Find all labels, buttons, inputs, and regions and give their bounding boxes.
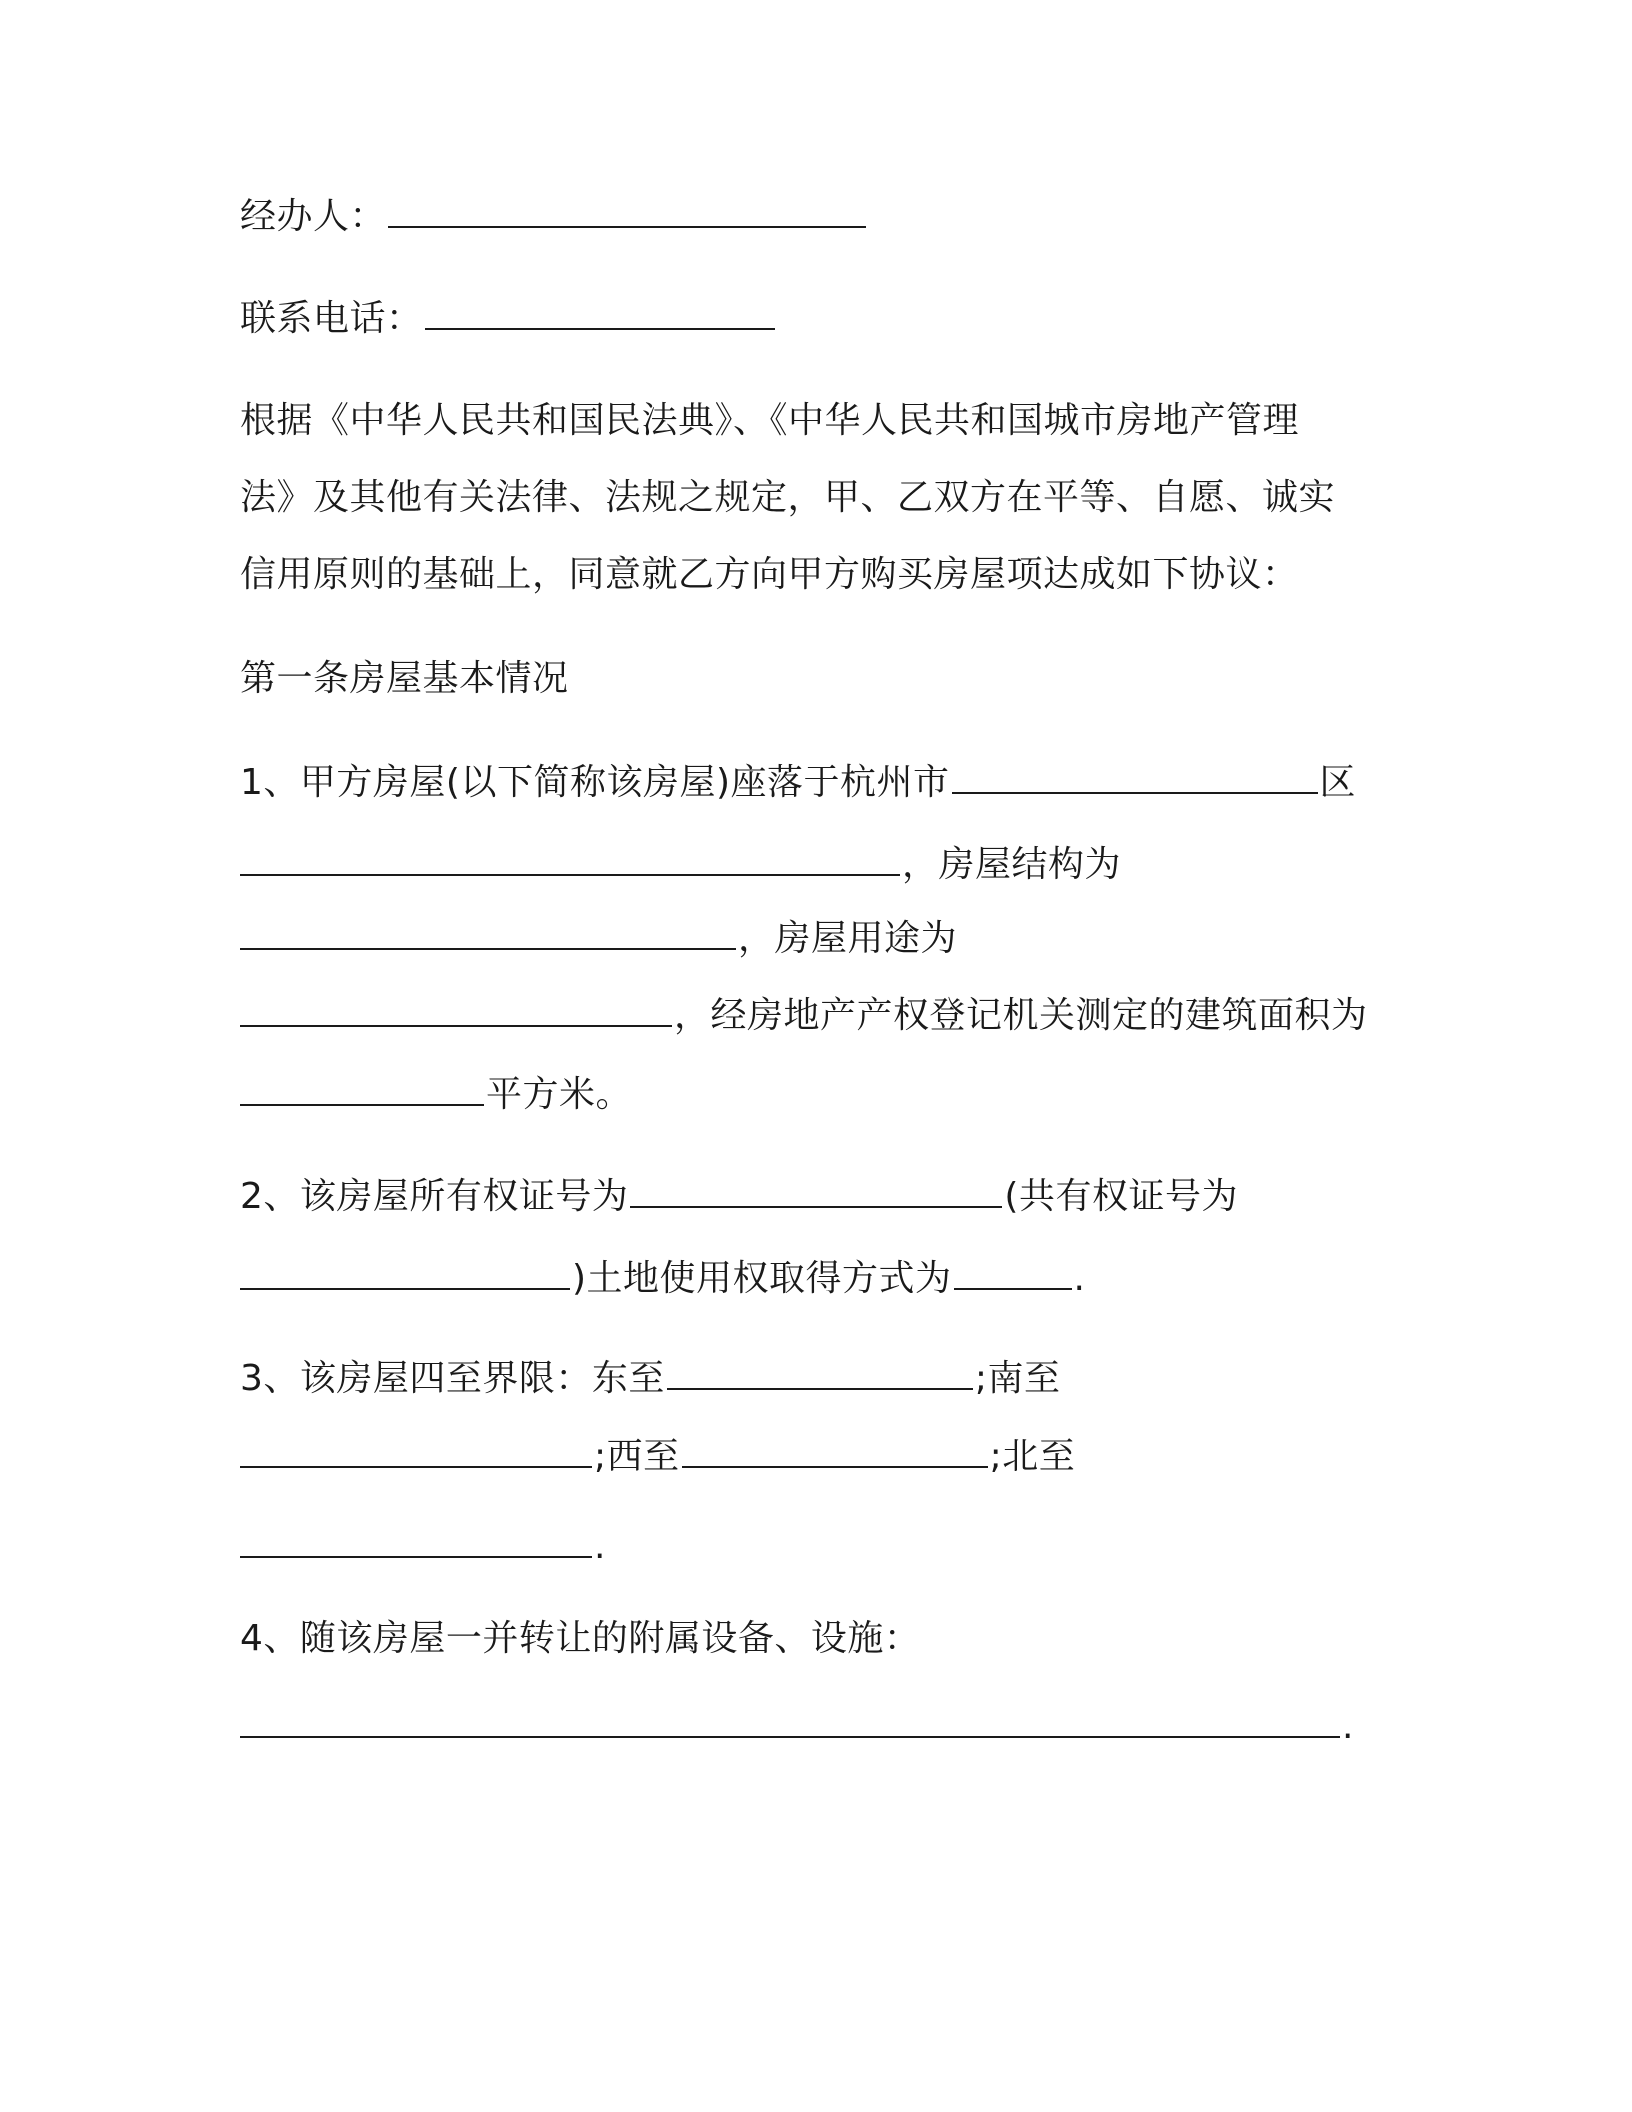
north-boundary-blank[interactable] bbox=[240, 1526, 592, 1558]
preamble-line-3: 信用原则的基础上，同意就乙方向甲方购买房屋项达成如下协议： bbox=[240, 554, 1299, 595]
item-3-south: ;南至 bbox=[974, 1358, 1061, 1399]
item-2-line-2 bbox=[240, 1256, 1086, 1302]
item-2-prefix: 2、该房屋所有权证号为 bbox=[240, 1176, 629, 1217]
item-1-line-3 bbox=[240, 916, 957, 962]
item-1-district: 区 bbox=[1319, 762, 1357, 803]
item-2-land: )土地使用权取得方式为 bbox=[572, 1258, 952, 1299]
item-2-end: . bbox=[1073, 1258, 1086, 1299]
agent-line bbox=[240, 194, 868, 240]
item-1-line-1 bbox=[240, 760, 1356, 806]
item-1-line-5 bbox=[240, 1072, 632, 1118]
phone-blank[interactable] bbox=[425, 298, 775, 330]
item-3-line-1 bbox=[240, 1356, 1061, 1402]
phone-line bbox=[240, 296, 777, 342]
item-1-line-4 bbox=[240, 993, 1368, 1039]
joint-certificate-blank[interactable] bbox=[240, 1258, 570, 1290]
item-1-area: ，经房地产产权登记机关测定的建筑面积为 bbox=[674, 995, 1368, 1036]
article-1-title: 第一条房屋基本情况 bbox=[240, 658, 569, 699]
item-3-line-2 bbox=[240, 1434, 1075, 1480]
item-2-line-1 bbox=[240, 1174, 1238, 1220]
item-3-line-3 bbox=[240, 1524, 606, 1570]
agent-label: 经办人： bbox=[240, 196, 387, 237]
item-3-prefix: 3、该房屋四至界限：东至 bbox=[240, 1358, 665, 1399]
item-4-line-2 bbox=[240, 1704, 1354, 1750]
item-4-line-1 bbox=[240, 1616, 920, 1662]
certificate-number-blank[interactable] bbox=[630, 1176, 1002, 1208]
west-boundary-blank[interactable] bbox=[682, 1436, 988, 1468]
city-location-blank[interactable] bbox=[952, 762, 1318, 794]
land-acquisition-blank[interactable] bbox=[954, 1258, 1072, 1290]
preamble-line-1: 根据《中华人民共和国民法典》、《中华人民共和国城市房地产管理 bbox=[240, 400, 1300, 441]
item-3-west: ;西至 bbox=[594, 1436, 680, 1477]
item-1-usage: ，房屋用途为 bbox=[738, 918, 958, 959]
item-4-end: . bbox=[1342, 1706, 1354, 1747]
item-4-prefix: 4、随该房屋一并转让的附属设备、设施： bbox=[240, 1618, 921, 1659]
item-1-unit: 平方米。 bbox=[486, 1074, 633, 1115]
area-blank[interactable] bbox=[240, 1074, 484, 1106]
district-address-blank[interactable] bbox=[240, 844, 900, 876]
item-2-joint: (共有权证号为 bbox=[1004, 1176, 1238, 1217]
phone-label: 联系电话： bbox=[240, 298, 423, 339]
item-3-end: . bbox=[594, 1526, 606, 1567]
preamble-line-2: 法》及其他有关法律、法规之规定，甲、乙双方在平等、自愿、诚实 bbox=[240, 477, 1336, 518]
agent-blank[interactable] bbox=[388, 196, 866, 228]
structure-blank[interactable] bbox=[240, 918, 736, 950]
south-boundary-blank[interactable] bbox=[240, 1436, 592, 1468]
attached-facilities-blank[interactable] bbox=[240, 1706, 1340, 1738]
east-boundary-blank[interactable] bbox=[667, 1358, 973, 1390]
item-1-line-2 bbox=[240, 842, 1121, 888]
item-1-structure: ，房屋结构为 bbox=[902, 844, 1122, 885]
item-1-prefix: 1、甲方房屋(以下简称该房屋)座落于杭州市 bbox=[240, 762, 950, 803]
usage-blank[interactable] bbox=[240, 995, 672, 1027]
item-3-north: ;北至 bbox=[989, 1436, 1076, 1477]
